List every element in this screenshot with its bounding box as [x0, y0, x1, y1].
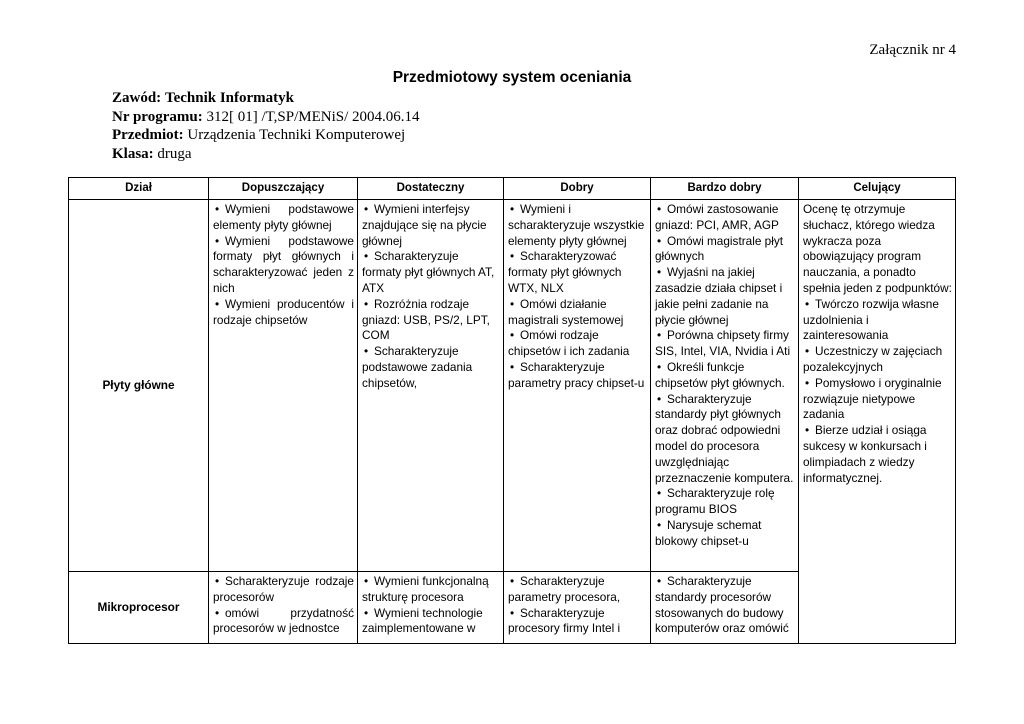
meta-przedmiot [112, 126, 420, 145]
column-header-dzial: Dział [69, 178, 209, 200]
column-header-dopuszczajacy: Dopuszczający [209, 178, 358, 200]
list-item: • Scharakteryzuje formaty płyt głównych AT, ATX [362, 249, 500, 296]
meta-zawod [112, 89, 420, 108]
list-item: • Omówi magistrale płyt głównych [655, 234, 795, 266]
list-item: • Określi funkcje chipsetów płyt głównych. [655, 360, 795, 392]
list-item: • Wymieni podstawowe formaty płyt głównych i scharakteryzować jeden z nich [213, 234, 354, 297]
list-item: • Pomysłowo i oryginalnie rozwiązuje nietypowe zadania [803, 376, 952, 423]
list-item: • Wymieni funkcjonalną strukturę procesora [362, 574, 500, 606]
dostateczny-cell [358, 200, 504, 572]
document-meta [112, 89, 420, 163]
grading-table [68, 177, 956, 644]
attachment-label: Załącznik nr 4 [869, 42, 956, 58]
meta-przedmiot-label: Przedmiot: [112, 127, 184, 143]
table-header-row [69, 178, 956, 200]
dobry-cell [504, 572, 651, 644]
dopuszczajacy-cell [209, 572, 358, 644]
section-cell: Płyty główne [69, 200, 209, 572]
dobry-cell [504, 200, 651, 572]
bardzo-dobry-cell [651, 572, 799, 644]
list-item: • Wymieni podstawowe elementy płyty głównej [213, 202, 354, 234]
list-item: • Rozróżnia rodzaje gniazd: USB, PS/2, LPT, COM [362, 297, 500, 344]
meta-program [112, 108, 420, 127]
list-item: • Wymieni interfejsy znajdujące się na płycie głównej [362, 202, 500, 249]
meta-program-value: 312[ 01] /T,SP/MENiS/ 2004.06.14 [206, 108, 420, 125]
meta-zawod-label: Zawód: [112, 90, 162, 106]
meta-przedmiot-value: Urządzenia Techniki Komputerowej [187, 127, 406, 143]
list-item: • Narysuje schemat blokowy chipset-u [655, 518, 795, 550]
column-header-dostateczny: Dostateczny [358, 178, 504, 200]
meta-zawod-value: Technik Informatyk [164, 90, 294, 106]
list-item: • Scharakteryzuje procesory firmy Intel i [508, 606, 647, 638]
list-item: • Porówna chipsety firmy SIS, Intel, VIA, Nvidia i Ati [655, 328, 795, 360]
meta-klasa-label: Klasa: [112, 145, 154, 162]
list-item: • Scharakteryzuje parametry procesora, [508, 574, 647, 606]
list-item: • Omówi rodzaje chipsetów i ich zadania [508, 328, 647, 360]
list-item: • Omówi działanie magistrali systemowej [508, 297, 647, 329]
meta-klasa [112, 145, 420, 164]
list-item: • Twórczo rozwija własne uzdolnienia i zainteresowania [803, 297, 952, 344]
dopuszczajacy-cell [209, 200, 358, 572]
celujacy-cell [799, 200, 956, 644]
section-cell: Mikroprocesor [69, 572, 209, 644]
column-header-dobry: Dobry [504, 178, 651, 200]
list-item: • Wymieni technologie zaimplementowane w [362, 606, 500, 638]
bardzo-dobry-cell [651, 200, 799, 572]
list-item: • Wyjaśni na jakiej zasadzie działa chipset i jakie pełni zadanie na płycie głównej [655, 265, 795, 328]
list-item: • Scharakteryzuje parametry pracy chipset-u [508, 360, 647, 392]
list-item: • Scharakteryzuje standardy procesorów stosowanych do budowy komputerów oraz omówić [655, 574, 795, 637]
list-item: • Omówi zastosowanie gniazd: PCI, AMR, AGP [655, 202, 795, 234]
list-item: • Scharakteryzuje standardy płyt głównych oraz dobrać odpowiedni model do procesora uwzględniając przeznaczenie komputera. [655, 392, 795, 487]
list-item: • Uczestniczy w zajęciach pozalekcyjnych [803, 344, 952, 376]
column-header-celujacy: Celujący [799, 178, 956, 200]
list-item: • Wymieni producentów i rodzaje chipsetów [213, 297, 354, 329]
list-item: • Scharakteryzować formaty płyt głównych WTX, NLX [508, 249, 647, 296]
list-item: • Wymieni i scharakteryzuje wszystkie elementy płyty głównej [508, 202, 647, 249]
celujacy-intro: Ocenę tę otrzymuje słuchacz, którego wiedza wykracza poza obowiązujący program nauczania, a ponadto spełnia jeden z podpunktów: [803, 202, 952, 295]
list-item: • omówi przydatność procesorów w jednostce [213, 606, 354, 638]
meta-klasa-value: druga [157, 145, 192, 162]
column-header-bardzo-dobry: Bardzo dobry [651, 178, 799, 200]
list-item: • Bierze udział i osiąga sukcesy w konkursach i olimpiadach z wiedzy informatycznej. [803, 423, 952, 486]
meta-program-label: Nr programu: [112, 108, 203, 125]
list-item: • Scharakteryzuje rodzaje procesorów [213, 574, 354, 606]
list-item: • Scharakteryzuje rolę programu BIOS [655, 486, 795, 518]
list-item: • Scharakteryzuje podstawowe zadania chipsetów, [362, 344, 500, 391]
dostateczny-cell [358, 572, 504, 644]
document-title: Przedmiotowy system oceniania [392, 69, 632, 86]
table-row [69, 200, 956, 572]
